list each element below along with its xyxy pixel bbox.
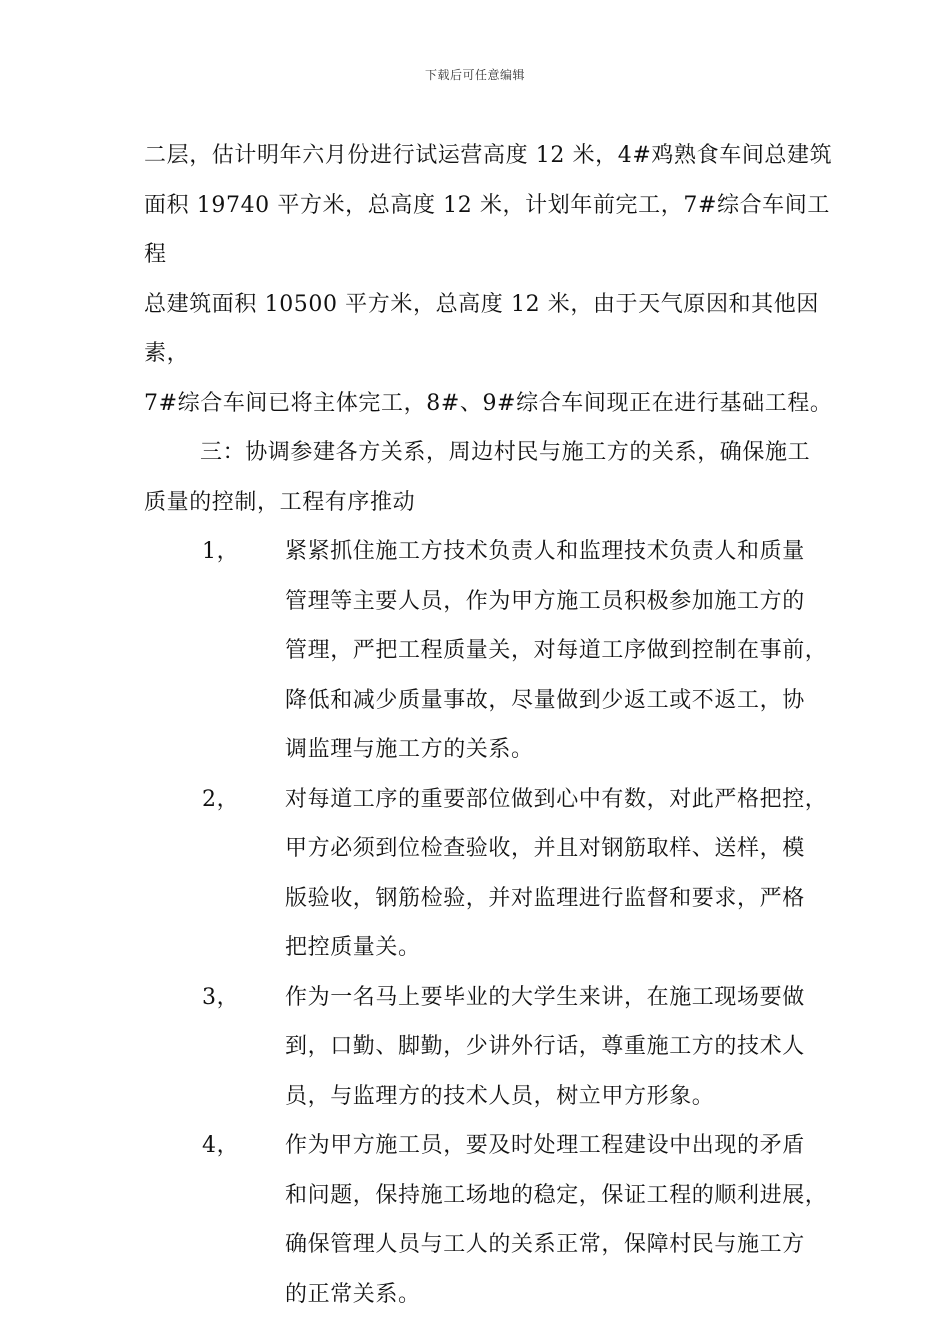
text-line: 降低和减少质量事故，尽量做到少返工或不返工，协 [285,687,805,713]
list-item-text [285,973,834,1122]
header-note: 下载后可任意编辑 [424,68,525,82]
list-item [144,973,834,1122]
section-heading-paragraph [144,428,834,527]
text-line: 和问题，保持施工场地的稳定，保证工程的顺利进展， [285,1182,828,1208]
text-line: 调监理与施工方的关系。 [285,737,534,762]
list-item [144,527,834,775]
text-line: 对每道工序的重要部位做到心中有数，对此严格把控， [285,786,828,812]
list-item-text [285,1121,834,1319]
list-item [144,775,834,973]
text-line: 质量的控制，工程有序推动 [144,489,416,515]
document-body [144,131,834,1319]
text-line: 甲方必须到位检查验收，并且对钢筋取样、送样，模 [285,836,805,861]
text-line: 员，与监理方的技术人员，树立甲方形象。 [285,1083,715,1109]
text-line: 作为甲方施工员，要及时处理工程建设中出现的矛盾 [285,1133,805,1158]
list-item-text [285,775,834,973]
text-line: 确保管理人员与工人的关系正常，保障村民与施工方 [285,1232,805,1257]
text-line: 二层，估计明年六月份进行试运营高度 12 米，4#鸡熟食车间总建筑 [144,143,833,168]
text-line: 紧紧抓住施工方技术负责人和监理技术负责人和质量 [285,539,805,564]
text-line: 把控质量关。 [285,935,421,960]
list-item-number: 2， [202,786,240,812]
text-line: 三：协调参建各方关系，周边村民与施工方的关系，确保施工 [200,440,811,465]
text-line: 的正常关系。 [285,1281,421,1307]
text-line: 作为一名马上要毕业的大学生来讲，在施工现场要做 [285,984,805,1010]
list-item-number: 3， [202,984,240,1010]
text-line: 版验收，钢筋检验，并对监理进行监督和要求，严格 [285,885,805,911]
text-line: 面积 19740 平方米，总高度 12 米，计划年前完工，7#综合车间工程 [144,192,830,267]
intro-paragraph [144,131,834,428]
text-line: 管理等主要人员，作为甲方施工员积极参加施工方的 [285,588,805,614]
text-line: 到，口勤、脚勤，少讲外行话，尊重施工方的技术人 [285,1034,805,1059]
list-item-number: 4， [202,1133,240,1158]
list-item-text [285,527,834,775]
numbered-list [144,527,834,1319]
text-line: 管理，严把工程质量关，对每道工序做到控制在事前， [285,638,828,663]
list-item-number: 1， [202,539,240,564]
list-item [144,1121,834,1319]
text-line: 7#综合车间已将主体完工，8#、9#综合车间现正在进行基础工程。 [144,390,833,416]
text-line: 总建筑面积 10500 平方米，总高度 12 米，由于天气原因和其他因素， [144,291,819,366]
